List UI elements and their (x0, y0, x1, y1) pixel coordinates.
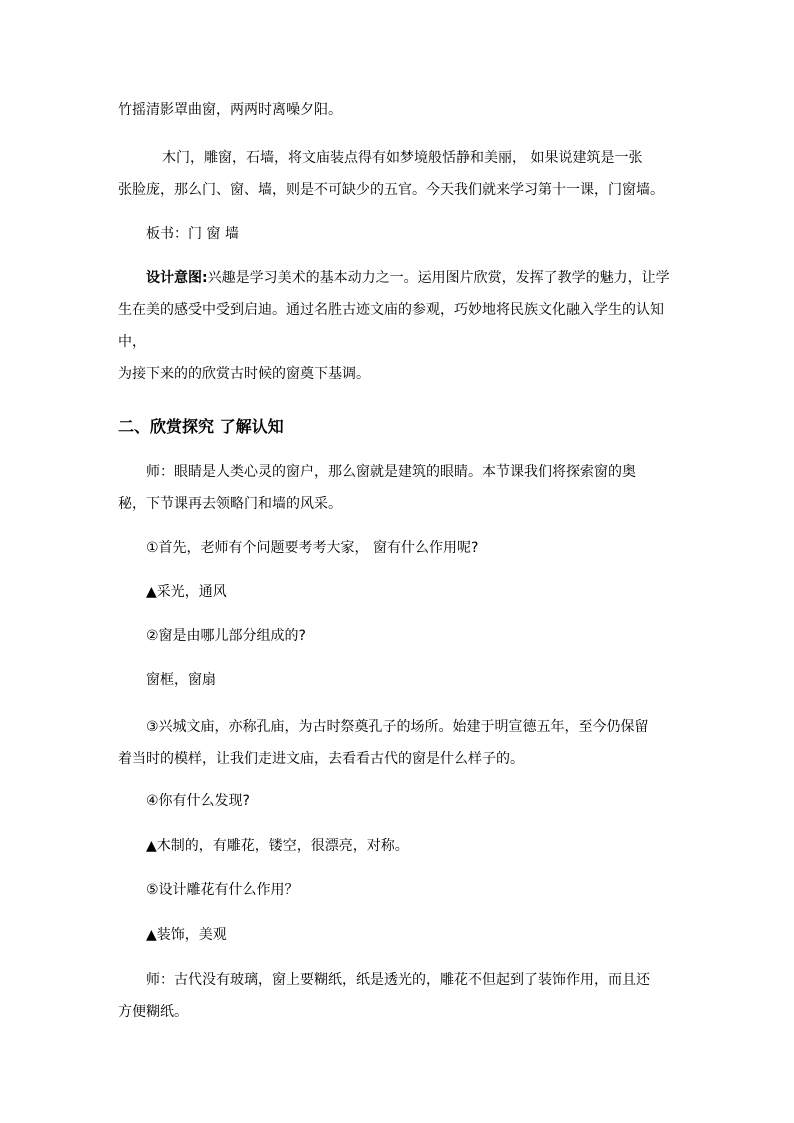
text-span: 窗框，窗扇 (146, 672, 216, 688)
text-line (118, 785, 678, 817)
text-line (118, 142, 678, 174)
answer-2 (118, 664, 678, 696)
design-intent-paragraph (118, 262, 678, 390)
text-span: 板书：门 窗 墙 (146, 226, 239, 242)
text-line: 张脸庞，那么门、窗、墙，则是不可缺少的五官。今天我们就来学习第十一课，门窗墙。 (118, 182, 664, 198)
text-span: 木门，雕窗，石墙，将文庙装点得有如梦境般恬静和美丽， 如果说建筑是一张 (162, 150, 643, 166)
question-2 (118, 620, 678, 652)
text-span: 兴趣是学习美术的基本动力之一。运用图片欣赏，发挥了教学的魅力，让学 (207, 270, 670, 286)
text-line (118, 218, 678, 250)
text-line (118, 830, 678, 862)
text-span: ③兴城文庙，亦称孔庙，为古时祭奠孔子的场所。始建于明宣德五年，至今仍保留 (146, 719, 649, 735)
text-line: 竹摇清影罩曲窗，两两时离噪夕阳。 (118, 102, 342, 118)
text-span: ▲装饰，美观 (146, 927, 227, 943)
question-3 (118, 711, 678, 775)
text-line: 着当时的模样，让我们走进文庙，去看看古代的窗是什么样子的。 (118, 751, 524, 767)
text-line: 方便糊纸。 (118, 1004, 188, 1020)
text-line (118, 664, 678, 696)
teacher-paragraph (118, 456, 678, 520)
text-line (118, 532, 678, 564)
text-line (118, 964, 678, 996)
text-line: 秘，下节课再去领略门和墙的风采。 (118, 496, 342, 512)
text-line: 为接下来的的欣赏古时候的窗奠下基调。 (118, 366, 370, 382)
text-line (118, 919, 678, 951)
blackboard-note (118, 218, 678, 250)
answer-4 (118, 830, 678, 862)
text-line (118, 456, 678, 488)
teacher-closing-paragraph (118, 964, 678, 1028)
section-heading: 二、欣赏探究 了解认知 (118, 417, 284, 436)
text-line (118, 620, 678, 652)
text-line (118, 711, 678, 743)
text-line (118, 262, 678, 294)
text-span: ⑤设计雕花有什么作用？ (146, 882, 299, 898)
text-span: ②窗是由哪儿部分组成的? (146, 628, 306, 644)
text-line: 生在美的感受中受到启迪。通过名胜古迹文庙的参观，巧妙地将民族文化融入学生的认知中， (118, 302, 664, 350)
question-4 (118, 785, 678, 817)
answer-1 (118, 576, 678, 608)
design-intent-label: 设计意图: (146, 270, 208, 286)
intro-paragraph (118, 142, 678, 206)
text-span: ①首先，老师有个问题要考考大家， 窗有什么作用呢? (146, 540, 479, 556)
text-line (118, 874, 678, 906)
text-span: ④你有什么发现? (146, 793, 250, 809)
text-span: 师：眼睛是人类心灵的窗户，那么窗就是建筑的眼睛。本节课我们将探索窗的奥 (146, 464, 636, 480)
text-span: ▲采光，通风 (146, 584, 227, 600)
text-span: ▲木制的，有雕花，镂空，很漂亮，对称。 (146, 838, 409, 854)
question-5 (118, 874, 678, 906)
text-line (118, 576, 678, 608)
poem-line (118, 94, 678, 126)
question-1 (118, 532, 678, 564)
answer-5 (118, 919, 678, 951)
text-span: 师：古代没有玻璃，窗上要糊纸，纸是透光的，雕花不但起到了装饰作用，而且还 (146, 972, 650, 988)
